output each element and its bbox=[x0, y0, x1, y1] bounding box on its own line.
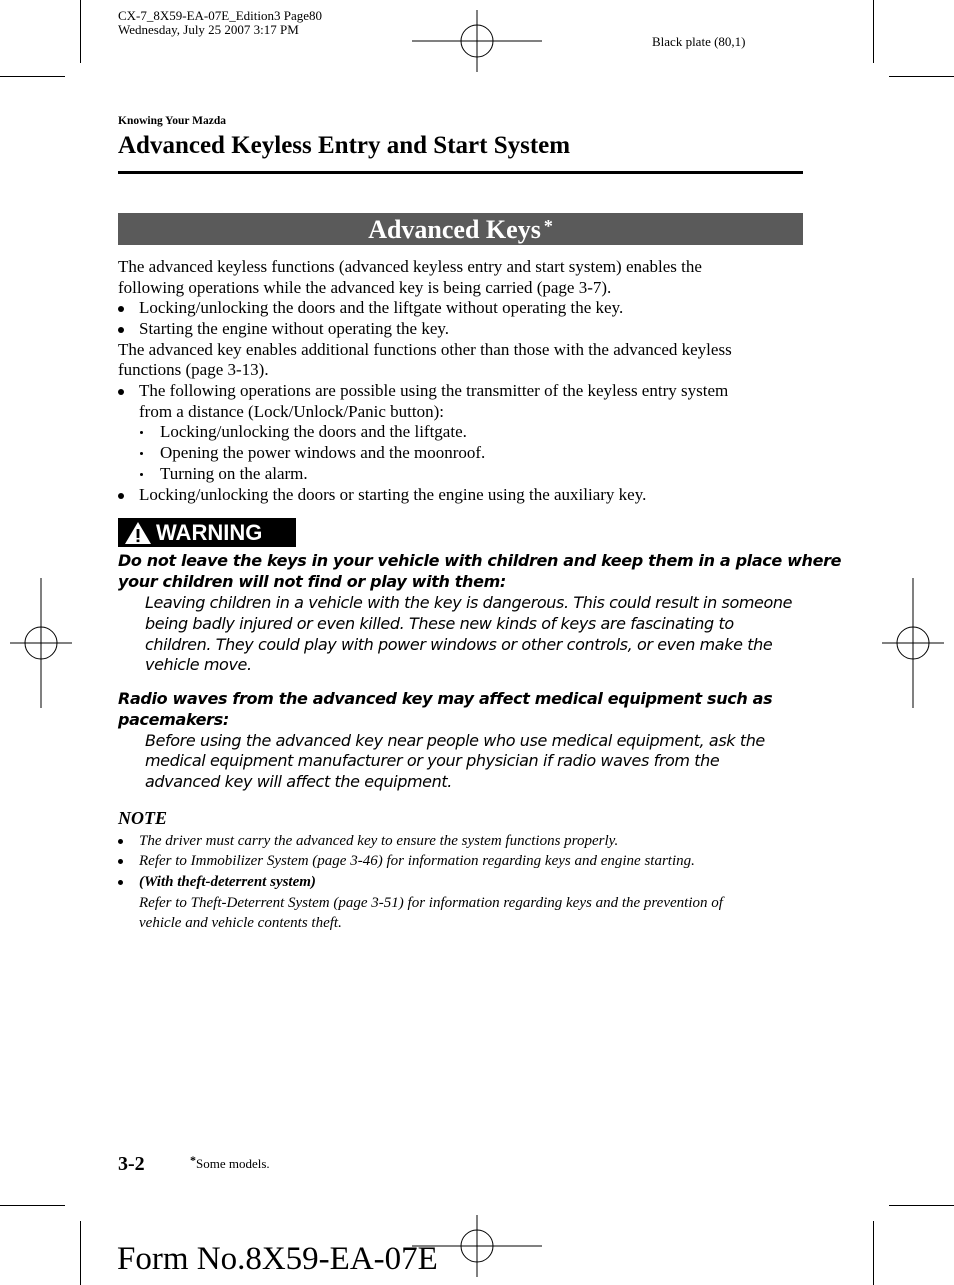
sub-bullet-icon bbox=[140, 452, 143, 455]
note-heading: NOTE bbox=[118, 808, 167, 828]
bullet-icon bbox=[118, 880, 123, 885]
intro-para2-line1: The advanced key enables additional functions other than those with the advanced keyless bbox=[118, 340, 732, 359]
warning-triangle-icon bbox=[124, 521, 152, 545]
registration-target-icon bbox=[10, 578, 72, 708]
crop-mark bbox=[0, 76, 65, 77]
print-header-line2: Wednesday, July 25 2007 3:17 PM bbox=[118, 22, 299, 37]
bullet-icon bbox=[118, 389, 124, 395]
warning-item1-body-line: being badly injured or even killed. These new kinds of keys are fascinating to bbox=[145, 614, 734, 633]
sub-bullet-icon bbox=[140, 473, 143, 476]
warning-item2-body-line: Before using the advanced key near people who use medical equipment, ask the bbox=[145, 731, 765, 750]
section-title-bar bbox=[118, 213, 803, 245]
warning-item1-title-line1: Do not leave the keys in your vehicle with children and keep them in a place where bbox=[118, 551, 842, 570]
warning-item2-title-line1: Radio waves from the advanced key may affect medical equipment such as bbox=[118, 689, 773, 708]
crop-mark bbox=[0, 1205, 65, 1206]
registration-target-icon bbox=[882, 578, 944, 708]
intro-para1-line2: following operations while the advanced key is being carried (page 3-7). bbox=[118, 278, 612, 297]
warning-item2-body-line: medical equipment manufacturer or your physician if radio waves from the bbox=[145, 751, 720, 770]
list-item-continuation: from a distance (Lock/Unlock/Panic button): bbox=[139, 402, 444, 421]
section-marker: * bbox=[543, 216, 553, 236]
footnote-marker: * bbox=[190, 1153, 196, 1167]
warning-item2-body-line: advanced key will affect the equipment. bbox=[145, 772, 452, 791]
sub-bullet-icon bbox=[140, 431, 143, 434]
crop-mark bbox=[889, 76, 954, 77]
bullet-icon bbox=[118, 493, 124, 499]
warning-item1-title-line2: your children will not find or play with them: bbox=[118, 572, 506, 591]
note-item3-body-line2: vehicle and vehicle contents theft. bbox=[139, 915, 342, 931]
intro-para1-line1: The advanced keyless functions (advanced keyless entry and start system) enables the bbox=[118, 257, 702, 276]
chapter-title: Advanced Keyless Entry and Start System bbox=[118, 132, 571, 159]
bullet-icon bbox=[118, 306, 124, 312]
running-section: Knowing Your Mazda bbox=[118, 115, 226, 127]
footnote bbox=[190, 1153, 270, 1172]
warning-item2-title-line2: pacemakers: bbox=[118, 710, 229, 729]
section-title: Advanced Keys bbox=[368, 215, 541, 244]
note-item3-body-line1: Refer to Theft-Deterrent System (page 3-51) for information regarding keys and the prevention of bbox=[139, 895, 723, 911]
bullet-icon bbox=[118, 327, 124, 333]
crop-mark bbox=[873, 0, 874, 63]
warning-item1-body-line: Leaving children in a vehicle with the key is dangerous. This could result in someone bbox=[145, 593, 793, 612]
warning-item1-body-line: children. They could play with power windows or other controls, or even make the bbox=[145, 635, 773, 654]
form-number: Form No.8X59-EA-07E bbox=[117, 1241, 438, 1277]
bullet-icon bbox=[118, 859, 123, 864]
plate-label: Black plate (80,1) bbox=[652, 34, 746, 49]
crop-mark bbox=[889, 1205, 954, 1206]
warning-text: WARNING bbox=[156, 520, 263, 545]
warning-label bbox=[118, 518, 296, 547]
warning-item1-body-line: vehicle move. bbox=[145, 655, 252, 674]
registration-target-icon bbox=[412, 10, 542, 72]
crop-mark bbox=[80, 1221, 81, 1285]
crop-mark bbox=[873, 1221, 874, 1285]
footnote-text: Some models. bbox=[196, 1156, 270, 1171]
print-header-line1: CX-7_8X59-EA-07E_Edition3 Page80 bbox=[118, 8, 323, 23]
crop-mark bbox=[80, 0, 81, 63]
page-number: 3-2 bbox=[118, 1153, 145, 1175]
bullet-icon bbox=[118, 839, 123, 844]
chapter-rule bbox=[118, 171, 803, 174]
intro-para2-line2: functions (page 3-13). bbox=[118, 360, 269, 379]
